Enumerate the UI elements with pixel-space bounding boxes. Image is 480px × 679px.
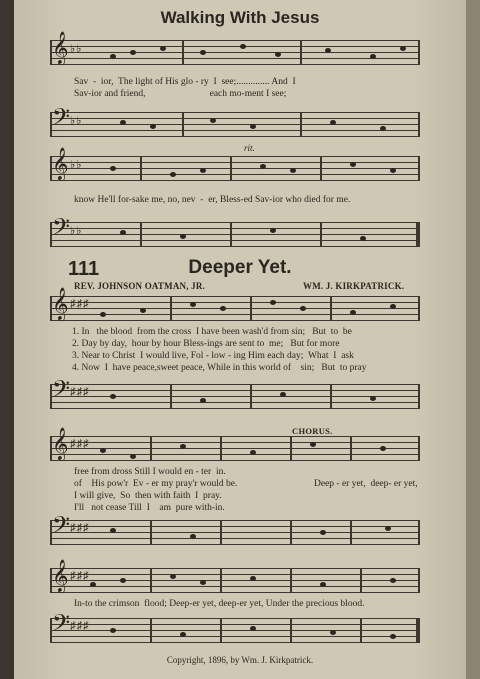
chorus-label: CHORUS. [292, 426, 333, 436]
tempo-marking: rit. [244, 143, 255, 153]
verse-end-line: free from dross Still I would en - ter in. [74, 467, 226, 477]
copyright-notice: Copyright, 1896, by Wm. J. Kirkpatrick. [166, 655, 314, 665]
verse-end-line: of His pow'r Ev - er my pray'r would be. [74, 479, 238, 489]
hymn-title-deeper-yet: Deeper Yet. [188, 257, 292, 278]
hymn-number: 111 [68, 258, 100, 280]
chorus-lyric: In-to the crimson flood; Deep-er yet, deep-er yet, Under the precious blood. [74, 599, 365, 609]
lyricist-credit: REV. JOHNSON OATMAN, JR. [74, 281, 205, 291]
verse-line: 1. In the blood from the cross I have been wash'd from sin; But to be [72, 327, 352, 337]
page-edge [466, 0, 480, 679]
music-staff: 𝄞 ♯♯♯ [50, 568, 420, 592]
verse-line: 4. Now I have peace,sweet peace, While in this world of sin; But to pray [72, 363, 367, 373]
music-staff: 𝄢 ♯♯♯ [50, 618, 420, 642]
lyric-line: Sav - ior, The light of His glo - ry I see;.............. And I [74, 77, 296, 87]
chorus-lyric: Deep - er yet, deep- er yet, [314, 479, 418, 489]
lyric-line: Sav-ior and friend, each mo-ment I see; [74, 89, 287, 99]
music-staff: 𝄞 ♭♭ [50, 156, 420, 180]
music-staff: 𝄞 ♯♯♯ [50, 296, 420, 320]
verse-end-line: I will give, So then with faith I pray. [74, 491, 222, 501]
verse-end-line: I'll not cease Till I am pure with-in. [74, 503, 225, 513]
verse-line: 2. Day by day, hour by hour Bless-ings are sent to me; But for more [72, 339, 340, 349]
music-staff: 𝄢 ♯♯♯ [50, 384, 420, 408]
hymn-title-walking-with-jesus: Walking With Jesus [160, 8, 320, 27]
music-staff: 𝄢 ♭♭ [50, 112, 420, 136]
music-staff: 𝄢 ♯♯♯ [50, 520, 420, 544]
composer-credit: WM. J. KIRKPATRICK. [303, 281, 405, 291]
music-staff: 𝄞 ♭♭ [50, 40, 420, 64]
music-staff: 𝄞 ♯♯♯ [50, 436, 420, 460]
lyric-line: know He'll for-sake me, no, nev - er, Bless-ed Sav-ior who died for me. [74, 195, 351, 205]
music-staff: 𝄢 ♭♭ [50, 222, 420, 246]
verse-line: 3. Near to Christ I would live, Fol - low - ing Him each day; What I ask [72, 351, 354, 361]
binding-gutter [0, 0, 14, 679]
